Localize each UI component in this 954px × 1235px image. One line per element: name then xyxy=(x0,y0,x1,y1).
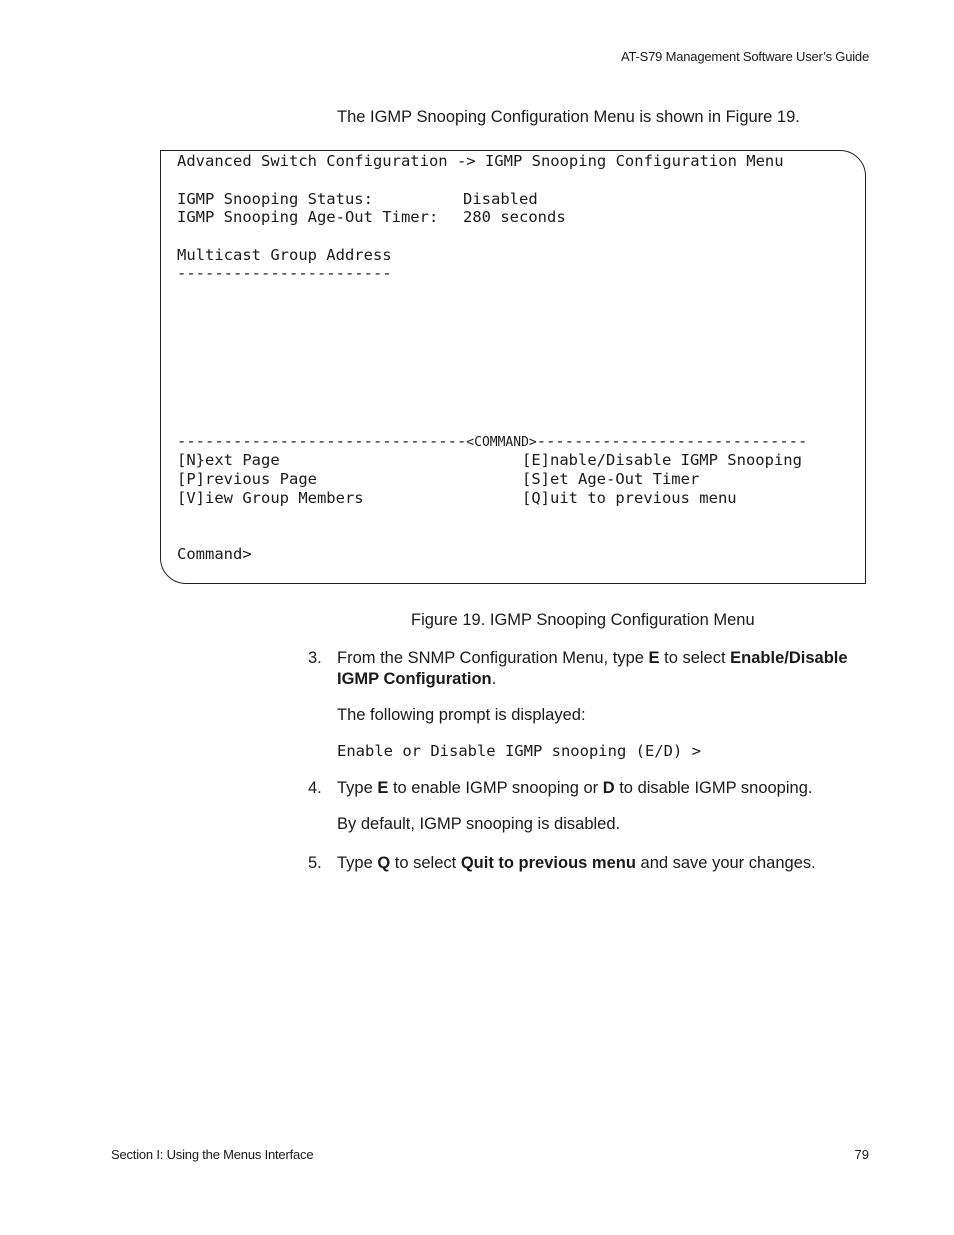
group-header: Multicast Group Address xyxy=(177,246,392,264)
status-value: Disabled xyxy=(463,190,538,208)
screen-breadcrumb: Advanced Switch Configuration -> IGMP Snooping Configuration Menu xyxy=(177,152,784,170)
step-3-note: The following prompt is displayed: xyxy=(337,706,586,724)
cmd-previous-page: [P]revious Page xyxy=(177,470,317,488)
timer-label: IGMP Snooping Age-Out Timer: xyxy=(177,208,439,226)
command-bar xyxy=(177,432,807,450)
command-tag: <COMMAND> xyxy=(466,435,537,450)
command-rule-right: ----------------------------- xyxy=(536,432,808,450)
status-label: IGMP Snooping Status: xyxy=(177,190,373,208)
command-prompt: Command> xyxy=(177,545,252,563)
group-rule: ----------------------- xyxy=(177,264,392,282)
footer-section: Section I: Using the Menus Interface xyxy=(111,1147,314,1162)
prompt-code: Enable or Disable IGMP snooping (E/D) > xyxy=(337,742,701,760)
intro-text: The IGMP Snooping Configuration Menu is shown in Figure 19. xyxy=(337,108,800,126)
step-number: 4. xyxy=(308,779,322,797)
cmd-view-members: [V]iew Group Members xyxy=(177,489,364,507)
step-text: Type Q to select Quit to previous menu and save your changes. xyxy=(337,854,816,872)
running-header: AT-S79 Management Software User’s Guide xyxy=(621,49,869,64)
cmd-next-page: [N}ext Page xyxy=(177,451,280,469)
cmd-set-timer: [S]et Age-Out Timer xyxy=(522,470,700,488)
cmd-quit: [Q]uit to previous menu xyxy=(522,489,737,507)
timer-value: 280 seconds xyxy=(463,208,566,226)
cmd-enable-disable: [E]nable/Disable IGMP Snooping xyxy=(522,451,802,469)
command-rule-left: ------------------------------- xyxy=(177,432,467,450)
step-number: 5. xyxy=(308,854,322,872)
step-text: From the SNMP Configuration Menu, type E to select Enable/Disable IGMP Configuration. xyxy=(337,649,848,688)
footer-page-number: 79 xyxy=(854,1147,869,1162)
step-text: Type E to enable IGMP snooping or D to disable IGMP snooping. xyxy=(337,779,813,797)
step-4-note: By default, IGMP snooping is disabled. xyxy=(337,815,621,833)
figure-caption: Figure 19. IGMP Snooping Configuration Menu xyxy=(411,611,755,629)
step-number: 3. xyxy=(308,649,322,667)
